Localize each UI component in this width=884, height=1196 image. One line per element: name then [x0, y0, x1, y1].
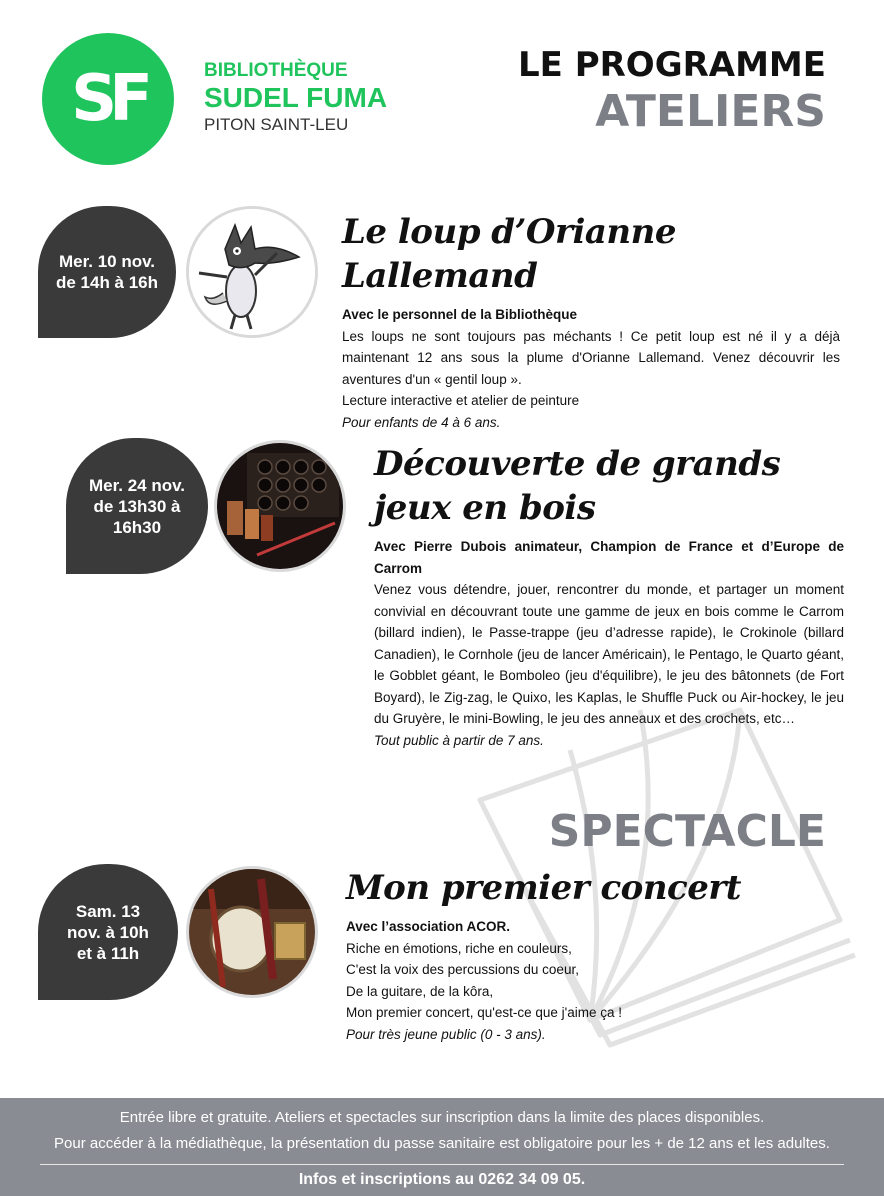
program-title: [518, 44, 826, 138]
event-1-title: Le loup d’Orianne Lallemand: [342, 212, 676, 296]
footer-line-2: Pour accéder à la médiathèque, la présentation du passe sanitaire est obligatoire pour les + de 12 ans et les adultes.: [54, 1135, 830, 1152]
wolf-icon: [189, 209, 315, 335]
program-title-line-1: LE PROGRAMME: [517, 45, 826, 85]
library-logo: [42, 33, 174, 165]
footer-divider: [40, 1164, 844, 1165]
program-title-line-2: ATELIERS: [595, 86, 826, 137]
percussion-icon: [189, 869, 315, 995]
event-2-organizer: Avec Pierre Dubois animateur, Champion de France et d’Europe de Carrom: [374, 539, 844, 576]
spectacle-line: Mon premier concert, qu'est-ce que j'aime ça !: [346, 1005, 623, 1020]
event-2-image: [214, 440, 346, 572]
event-2-audience: Tout public à partir de 7 ans.: [374, 732, 544, 748]
spectacle-image: [186, 866, 318, 998]
event-1-organizer: Avec le personnel de la Bibliothèque: [342, 307, 578, 322]
event-2: [374, 442, 844, 751]
spectacle-heading: SPECTACLE: [548, 806, 826, 857]
event-1: [342, 210, 840, 433]
event-2-date-badge: [66, 438, 208, 574]
spectacle-date: Sam. 13 nov. à 10h et à 11h: [67, 901, 149, 963]
event-2-date: Mer. 24 nov. de 13h30 à 16h30: [88, 475, 186, 537]
spectacle-line: Riche en émotions, riche en couleurs,: [346, 940, 572, 956]
logo-initials: SF: [71, 62, 145, 136]
wooden-games-icon: [217, 443, 343, 569]
spectacle-organizer: Avec l’association ACOR.: [346, 919, 511, 934]
spectacle-line: C'est la voix des percussions du coeur,: [346, 962, 579, 977]
brand-line-2: SUDEL FUMA: [204, 82, 388, 113]
footer: [0, 1098, 884, 1196]
footer-contact: Infos et inscriptions au 0262 34 09 05.: [298, 1171, 586, 1188]
spectacle-line: De la guitare, de la kôra,: [346, 983, 494, 999]
event-1-activity: Lecture interactive et atelier de peinture: [342, 393, 580, 408]
brand-line-1: BIBLIOTHÈQUE: [204, 60, 348, 81]
event-1-description: Les loups ne sont toujours pas méchants ! Ce petit loup est né il y a déjà maintenant 12 ans sous la plume d'Orianne Lallemand. Venez découvrir les aventures d'un « gentil loup ».: [342, 328, 840, 387]
brand-line-3: PITON SAINT-LEU: [204, 115, 349, 134]
event-1-audience: Pour enfants de 4 à 6 ans.: [342, 414, 501, 430]
spectacle-audience: Pour très jeune public (0 - 3 ans).: [346, 1026, 546, 1042]
spectacle-title: Mon premier concert: [346, 868, 742, 908]
event-1-date-badge: [38, 206, 176, 338]
spectacle-event: [346, 866, 806, 1045]
event-1-date: Mer. 10 nov. de 14h à 16h: [55, 252, 159, 292]
event-2-title: Découverte de grands jeux en bois: [374, 444, 781, 528]
event-1-image: [186, 206, 318, 338]
event-2-description: Venez vous détendre, jouer, rencontrer du monde, et partager un moment convivial en découvrant toute une gamme de jeux en bois comme le Carrom (billard indien), le Passe-trappe (jeu d’adresse rapide), le Crokinole (billard Canadien), le Cornhole (jeu de lancer Américain), le Pentago, le Quarto géant, le Gobblet géant, le Bomboleo (jeu d'équilibre), le jeu des bâtonnets (de Fort Boyard), le Zig-zag, le Quixo, les Kaplas, le Shuffle Puck ou Air-hockey, le jeu du Gruyère, le mini-Bowling, le jeu des anneaux et des crochets, etc…: [374, 582, 844, 726]
library-name: [204, 60, 387, 136]
spectacle-date-badge: [38, 864, 178, 1000]
footer-line-1: Entrée libre et gratuite. Ateliers et spectacles sur inscription dans la limite des places disponibles.: [119, 1109, 765, 1126]
